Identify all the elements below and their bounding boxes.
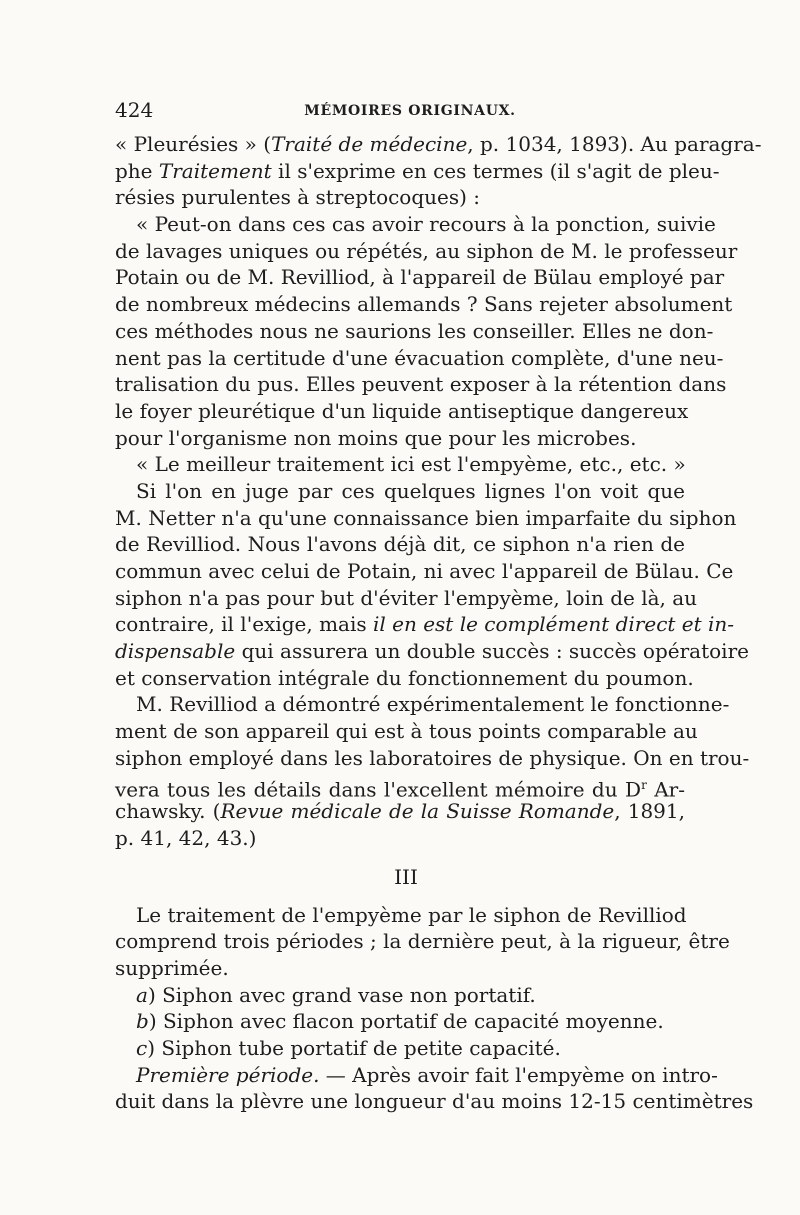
text-block-2 — [115, 902, 754, 1116]
text-line: tralisation du pus. Elles peuvent exposer à la rétention dans — [115, 372, 727, 397]
text-line: commun avec celui de Potain, ni avec l'appareil de Bülau. Ce — [115, 559, 734, 583]
text-line: M. Revilliod a démontré expérimentalement le fonctionne- — [136, 692, 730, 717]
section-number: III — [394, 864, 418, 889]
text-line: Le traitement de l'empyème par le siphon de Revilliod — [136, 902, 687, 927]
text-line: de Revilliod. Nous l'avons déjà dit, ce siphon n'a rien de — [115, 532, 685, 557]
text-line: comprend trois périodes ; la dernière peut, à la rigueur, être — [115, 929, 730, 954]
text-line: « Peut-on dans ces cas avoir recours à la ponction, suivie — [136, 212, 716, 237]
text-line: ces méthodes nous ne saurions les conseiller. Elles ne don- — [115, 318, 714, 343]
text-line: p. 41, 42, 43.) — [115, 825, 257, 850]
text-line: contraire, il l'exige, mais il en est le complément direct et in- — [115, 612, 735, 637]
text-line: Première période. — Après avoir fait l'empyème on intro- — [136, 1062, 718, 1087]
text-line: le foyer pleurétique d'un liquide antiseptique dangereux — [115, 398, 689, 423]
text-line: de lavages uniques ou répétés, au siphon de M. le professeur — [115, 238, 738, 263]
text-line: a) Siphon avec grand vase non portatif. — [136, 982, 536, 1007]
running-title: MÉMOIRES ORIGINAUX. — [304, 103, 516, 119]
page-header — [115, 98, 685, 128]
text-line: siphon n'a pas pour but d'éviter l'empyème, loin de là, au — [115, 585, 698, 610]
text-line: siphon employé dans les laboratoires de physique. On en trou- — [115, 745, 750, 770]
text-line: c) Siphon tube portatif de petite capacité. — [136, 1036, 561, 1060]
text-line: « Pleurésies » (Traité de médecine, p. 1034, 1893). Au paragra- — [115, 132, 762, 156]
text-line: vera tous les détails dans l'excellent mémoire du $D^r$ Ar- — [115, 777, 686, 802]
text-line: résies purulentes à streptocoques) : — [115, 185, 481, 210]
text-line: ment de son appareil qui est à tous points comparable au — [115, 719, 698, 744]
text-line: M. Netter n'a qu'une connaissance bien imparfaite du siphon — [115, 505, 737, 530]
text-line: et conservation intégrale du fonctionnement du poumon. — [115, 665, 694, 690]
page-number: 424 — [115, 98, 154, 122]
text-line: Potain ou de M. Revilliod, à l'appareil de Bülau employé par — [115, 265, 725, 290]
body-text — [115, 131, 762, 1115]
text-line: duit dans la plèvre une longueur d'au moins 12-15 centimètres — [115, 1089, 754, 1114]
text-line: chawsky. (Revue médicale de la Suisse Romande, 1891, — [115, 799, 685, 824]
text-line: b) Siphon avec flacon portatif de capacité moyenne. — [136, 1009, 664, 1034]
text-line: de nombreux médecins allemands ? Sans rejeter absolument — [115, 292, 733, 317]
text-line: phe Traitement il s'exprime en ces termes (il s'agit de pleu- — [115, 158, 720, 183]
text-line: dispensable qui assurera un double succès : succès opératoire — [115, 639, 749, 664]
text-line: « Le meilleur traitement ici est l'empyème, etc., etc. » — [136, 452, 686, 477]
text-line: supprimée. — [115, 955, 229, 980]
text-line: nent pas la certitude d'une évacuation complète, d'une neu- — [115, 345, 724, 370]
text-block-1 — [115, 131, 762, 852]
text-line: Si l'on en juge par ces quelques lignes l'on voit que — [136, 478, 685, 503]
text-line: pour l'organisme non moins que pour les microbes. — [115, 425, 637, 450]
